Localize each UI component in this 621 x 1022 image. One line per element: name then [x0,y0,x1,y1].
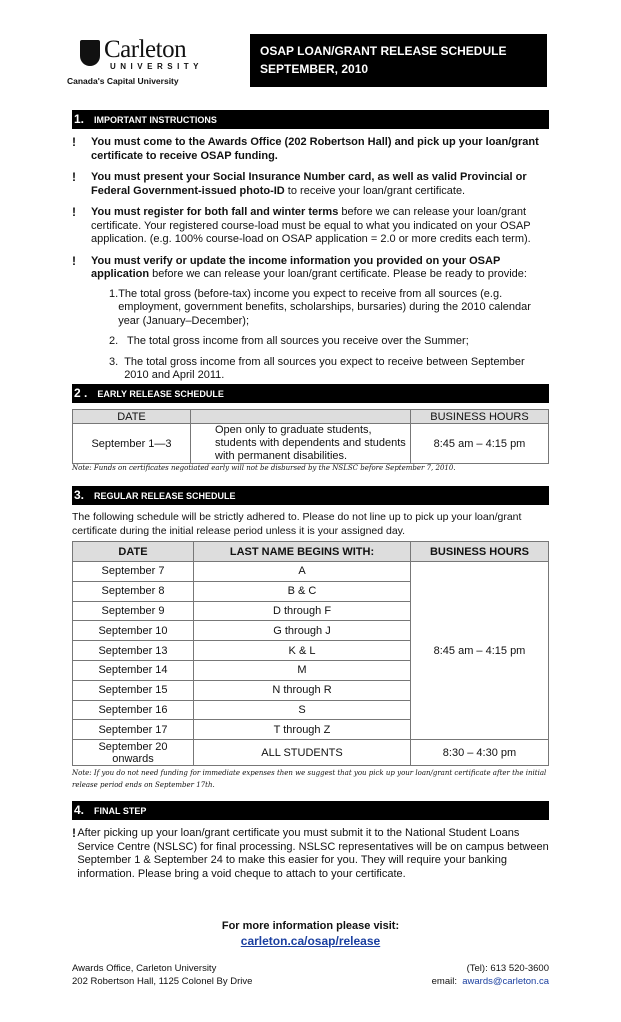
table-row: September 10 G through J [73,621,549,641]
income-item: 1. The total gross (before-tax) income you expect to receive from all sources (e.g. employment, government benefits, scholarships, bursaries) during the 2010 calendar year (January–December); [109,287,531,327]
instruction-item: ! You must register for both fall and winter terms before we can release your loan/grant certificate. Your registered course-load must be equal to what you indicated on your OSAP application. (e.g. 100% course-load on OSAP application = 2.0 or more credits each term). [72,205,531,245]
more-info: For more information please visit: carleton.ca/osap/release [0,920,621,948]
section-header-4: 4. FINAL STEP [72,801,549,820]
income-item: 3. The total gross income from all sources you expect to receive between September 2010 and April 2011. [109,355,525,381]
instruction-item: ! You must come to the Awards Office (202 Robertson Hall) and pick up your loan/grant certificate to receive OSAP funding. [72,135,539,162]
regular-release-table: DATE LAST NAME BEGINS WITH: BUSINESS HOURS September 7 A 8:45 am – 4:15 pm September 8 B & C September 9 D through F September 10 G through J September 13 K & L September 14 M September 15 N through R September 16 S September 17 T through Z September 20 onwards ALL STUDENTS 8:30 – 4:30 pm [72,541,549,766]
table-row: September 16 S [73,700,549,720]
table-row: September 17 T through Z [73,720,549,740]
table-row: September 9 D through F [73,601,549,621]
income-item: 2. The total gross income from all sources you receive over the Summer; [109,335,469,347]
table-row: September 15 N through R [73,680,549,700]
document-title: OSAP LOAN/GRANT RELEASE SCHEDULE SEPTEMBER, 2010 [250,34,547,87]
table-row: September 8 B & C [73,581,549,601]
table-row: September 13 K & L [73,641,549,661]
section-header-2: 2 . EARLY RELEASE SCHEDULE [72,384,549,403]
table-row: September 14 M [73,660,549,680]
income-list [109,288,549,383]
email-link[interactable]: awards@carleton.ca [462,976,549,987]
release-link[interactable]: carleton.ca/osap/release [240,934,381,948]
instruction-item: ! You must verify or update the income information you provided on your OSAP application before we can release your loan/grant certificate. Please be ready to provide: 1. The total gross (before-tax) income you expect to receive from all sources (e.g. employment, government benefits, scholarships, bursaries) during the 2010 calendar year (January–December); 2. The total gross income from all sources you receive over the Summer; 3. The total gross income from all sources you expect to receive between September 2010 and April 2011. [72,255,549,390]
final-step-item: ! After picking up your loan/grant certificate you must submit it to the National Student Loans Service Centre (NSLSC) for final processing. NSLSC representatives will be on campus between September 1 & September 24 to make this easier for you. They will require your banking information. Please bring a void cheque to attach to your certificate. [72,826,549,880]
shield-icon [80,40,100,66]
table-row: September 7 A 8:45 am – 4:15 pm [73,562,549,582]
instruction-item: ! You must present your Social Insurance Number card, as well as valid Provincial or Federal Government-issued photo-ID to receive your loan/grant certificate. [72,170,527,197]
instructions-list [72,136,549,398]
table-row: September 20 onwards ALL STUDENTS 8:30 – 4:30 pm [73,740,549,766]
footer: Awards Office, Carleton University 202 Robertson Hall, 1125 Colonel By Drive (Tel): 613 520-3600 email: awards@carleton.ca [72,963,549,987]
early-release-table: DATE BUSINESS HOURS September 1—3 Open only to graduate students, students with dependents and students with permanent disabilities. 8:45 am – 4:15 pm [72,409,549,464]
section-header-1: 1. IMPORTANT INSTRUCTIONS [72,110,549,129]
section-header-3: 3. REGULAR RELEASE SCHEDULE [72,486,549,505]
